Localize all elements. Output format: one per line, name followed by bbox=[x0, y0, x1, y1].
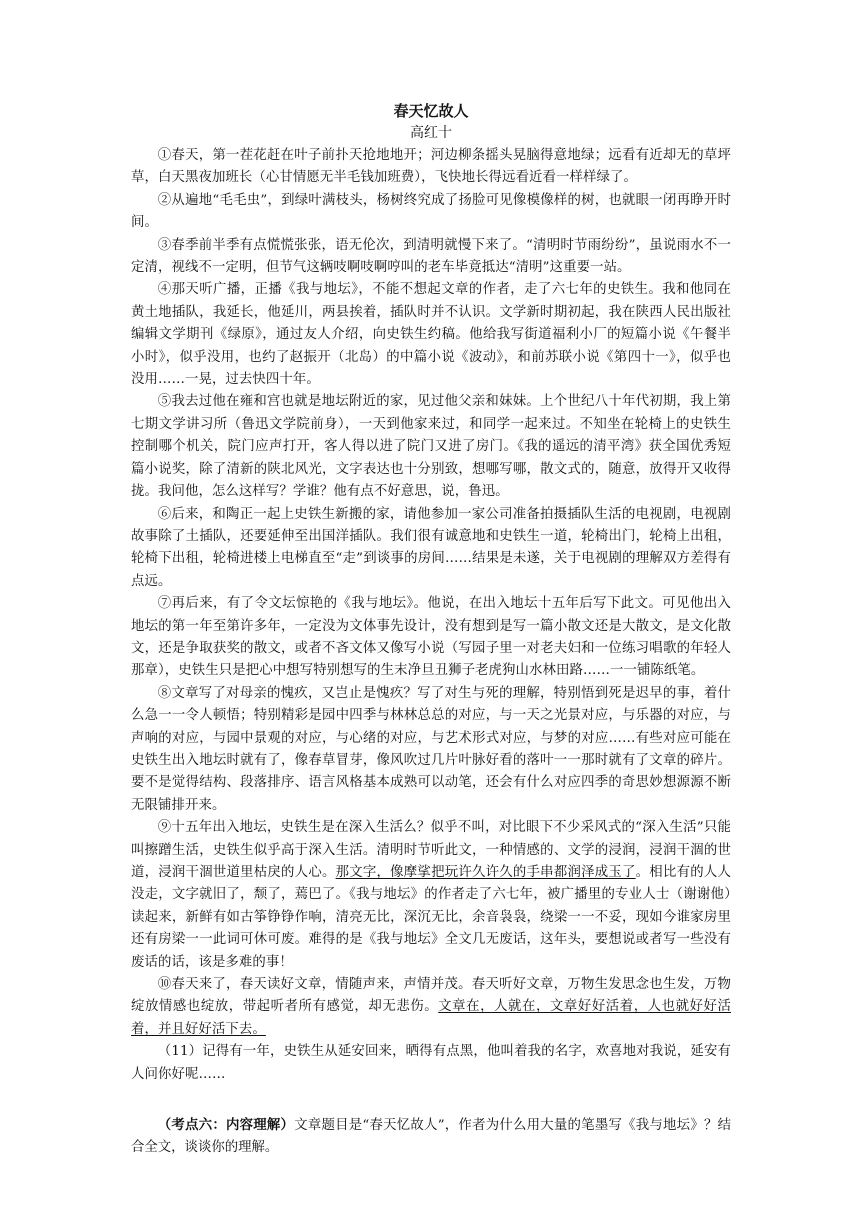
question-text: 文章题目是“春天忆故人”，作者为什么用大量的笔墨写《我与地坛》？结合全文，谈谈你的理解。 bbox=[131, 1118, 731, 1156]
article-author: 高红十 bbox=[410, 125, 452, 141]
paragraph-10-underlined: 文章在，人就在，文章好好活着，人也就好好活着，并且好好活下去。 bbox=[131, 999, 731, 1037]
paragraph-5: ⑤我去过他在雍和宫也就是地坛附近的家，见过他父亲和妹妹。上个世纪八十年代初期，我上第七期文学讲习所（鲁迅文学院前身），一天到他家来过，和同学一起来过。不知坐在轮椅上的史铁生控制哪个机关，院门应声打开，客人得以进了院门又进了房门。《我的遥远的清平湾》获全国优秀短篇小说奖，除了清新的陕北风光，文字表达也十分别致，想哪写哪，散文式的，随意，放得开又收得拢。我问他，怎么这样写？学谁？他有点不好意思，说，鲁迅。 bbox=[131, 394, 731, 500]
exam-question bbox=[131, 1114, 731, 1160]
paragraph-9-text: ⑨十五年出入地坛，史铁生是在深入生活么？似乎不叫，对比眼下不少采风式的“深入生活”只能叫擦蹭生活，史铁生似乎高于深入生活。清明时节听此文，一种情感的、文学的浸润，浸润干涸的世道，浸润干涸世道里枯戾的人心。 bbox=[131, 820, 731, 880]
paragraph-11: （11）记得有一年，史铁生从延安回来，晒得有点黑，他叫着我的名字，欢喜地对我说，延安有人问你好呢…… bbox=[131, 1044, 731, 1082]
paragraph-9 bbox=[131, 817, 731, 974]
paragraph-10-text: ⑩春天来了，春天读好文章，情随声来，声情并茂。春天听好文章，万物生发思念也生发，万物绽放情感也绽放，带起听者所有感觉，却无悲伤。 bbox=[131, 977, 731, 1015]
paragraph-3: ③春季前半季有点慌慌张张，语无伦次，到清明就慢下来了。“清明时节雨纷纷”，虽说雨水不一定清，视线不一定明，但节气这辆吱啊吱啊哼叫的老车毕竟抵达“清明”这重要一站。 bbox=[131, 237, 731, 276]
paragraph-10 bbox=[131, 974, 731, 1041]
article-title: 春天忆故人 bbox=[393, 102, 469, 120]
paragraph-7: ⑦再后来，有了令文坛惊艳的《我与地坛》。他说，在出入地坛十五年后写下此文。可见他出入地坛的第一年至第许多年，一定没为文体事先设计，没有想到是写一篇小散文还是大散文，是文化散文，还是争取获奖的散文，或者不吝文体又像写小说（写园子里一对老夫妇和一位练习唱歌的年轻人那章），史铁生只是把心中想写特别想写的生末净旦丑狮子老虎狗山水林田路……一一铺陈纸笔。 bbox=[131, 596, 731, 679]
paragraph-2: ②从遍地“毛毛虫”，到绿叶满枝头，杨树终究成了扬脸可见像模像样的树，也就眼一闭再睁开时间。 bbox=[131, 192, 731, 231]
paragraph-1: ①春天，第一茬花赶在叶子前扑天抢地地开；河边柳条摇头晃脑得意地绿；远看有近却无的草坪草，白天黑夜加班长（心甘情愿无半毛钱加班费），飞快地长得远看近看一样样绿了。 bbox=[131, 148, 731, 186]
question-label: （考点六：内容理解） bbox=[157, 1117, 295, 1134]
paragraph-4: ④那天听广播，正播《我与地坛》，不能不想起文章的作者，走了六七年的史铁生。我和他同在黄土地插队，我延长，他延川，两县挨着，插队时并不认识。文学新时期初起，我在陕西人民出版社编辑文学期刊《绿原》，通过友人介绍，向史铁生约稿。他给我写街道福利小厂的短篇小说《午餐半小时》，似乎没用，也约了赵振开（北岛）的中篇小说《波动》，和前苏联小说《第四十一》，似乎也没用……一晃，过去快四十年。 bbox=[131, 282, 731, 388]
document-page bbox=[131, 100, 731, 1173]
paragraph-8: ⑧文章写了对母亲的愧疚，又岂止是愧疚？写了对生与死的理解，特别悟到死是迟早的事，着什么急一一令人顿悟；特别精彩是园中四季与林林总总的对应，与一天之光景对应，与乐器的对应，与声响的对应，与园中景观的对应，与心绪的对应，与艺术形式对应，与梦的对应……有些对应可能在史铁生出入地坛时就有了，像春草冒芽，像风吹过几片叶脉好看的落叶一一那时就有了文章的碎片。要不是觉得结构、段落排序、语言风格基本成熟可以动笔，还会有什么对应四季的奇思妙想源源不断无限铺排开来。 bbox=[131, 685, 731, 813]
paragraph-9-underlined: 那文字，像摩挲把玩许久许久的手串都润泽成玉了 bbox=[335, 865, 636, 880]
paragraph-9-after: 。相比有的人人没走，文字就旧了，颓了，蔫巴了。《我与地坛》的作者走了六七年，被广播里的专业人士（谢谢他）读起来，新鲜有如古筝铮铮作响，清亮无比，深沉无比，余音袅袅，绕梁一一不妥，现如今谁家房里还有房梁一一此词可休可废。难得的是《我与地坛》全文几无废话，这年头，要想说或者写一些没有废话的话，该是多难的事！ bbox=[131, 865, 731, 970]
paragraph-6: ⑥后来，和陶正一起上史铁生新搬的家，请他参加一家公司准备拍摄插队生活的电视剧，电视剧故事除了土插队，还要延伸至出国洋插队。我们很有诚意地和史铁生一道，轮椅出门，轮椅上出租，轮椅下出租，轮椅进楼上电梯直至“走”到谈事的房间……结果是未遂，关于电视剧的理解双方差得有点远。 bbox=[131, 506, 731, 589]
